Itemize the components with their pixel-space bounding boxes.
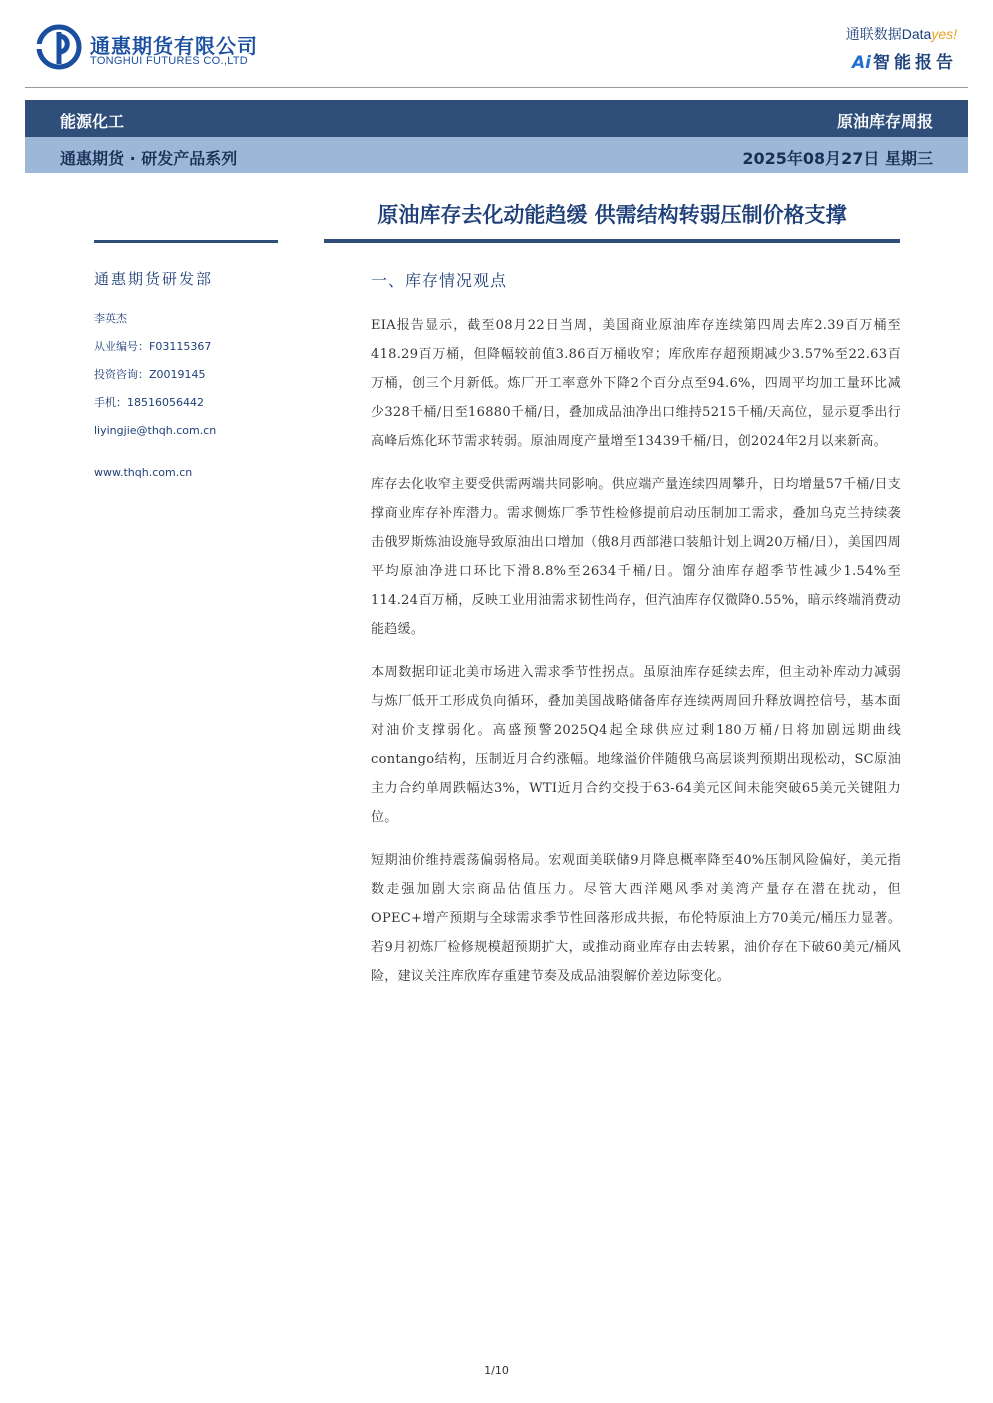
section-title: 一、库存情况观点 (371, 271, 508, 290)
brand-prefix: 通联数据 (845, 26, 902, 42)
department-name: 通惠期货研发部 (94, 270, 214, 288)
series-label: 通惠期货 · 研发产品系列 (60, 149, 238, 168)
brand-report: 智能报告 (873, 53, 957, 73)
email-address[interactable]: liyingjie@thqh.com.cn (94, 424, 217, 437)
phone-number: 手机：18516056442 (94, 396, 204, 409)
header-divider (25, 87, 968, 88)
report-body (371, 268, 901, 1005)
author-sidebar (94, 268, 284, 493)
company-logo (36, 24, 276, 74)
logo-mark-icon (36, 24, 82, 70)
consult-number: 投资咨询：Z0019145 (94, 368, 206, 381)
brand-top-line (757, 24, 957, 44)
series-bar (25, 137, 968, 173)
ai-mark: Ai (852, 53, 871, 73)
website-link[interactable]: www.thqh.com.cn (94, 466, 193, 479)
author-name: 李英杰 (94, 312, 127, 325)
brand-yes: yes! (931, 26, 957, 42)
page-number: 1/10 (484, 1364, 509, 1377)
paragraph: EIA报告显示，截至08月22日当周，美国商业原油库存连续第四周去库2.39百万桶至418.29百万桶，但降幅较前值3.86百万桶收窄；库欣库存超预期减少3.57%至22.63百万桶，创三个月新低。炼厂开工率意外下降2个百分点至94.6%，四周平均加工量环比减少328千桶/日至16880千桶/日，叠加成品油净出口维持5215千桶/天高位，显示夏季出行高峰后炼化环节需求转弱。原油周度产量增至13439千桶/日，创2024年2月以来新高。 (371, 318, 901, 449)
report-type-label: 原油库存周报 (836, 112, 933, 131)
license-number: 从业编号：F03115367 (94, 340, 212, 353)
company-name-cn: 通惠期货有限公司 (90, 34, 258, 58)
title-underline (324, 239, 900, 243)
report-date: 2025年08月27日 星期三 (742, 149, 933, 168)
paragraph: 本周数据印证北美市场进入需求季节性拐点。虽原油库存延续去库，但主动补库动力减弱与炼厂低开工形成负向循环，叠加美国战略储备库存连续两周回升释放调控信号，基本面对油价支撑弱化。高盛预警2025Q4起全球供应过剩180万桶/日将加剧远期曲线contango结构，压制近月合约涨幅。地缘溢价伴随俄乌高层谈判预期出现松动，SC原油主力合约单周跌幅达3%，WTI近月合约交投于63-64美元区间未能突破65美元关键阻力位。 (371, 665, 901, 825)
sidebar-rule (94, 240, 278, 243)
paragraph: 库存去化收窄主要受供需两端共同影响。供应端产量连续四周攀升，日均增量57千桶/日支撑商业库存补库潜力。需求侧炼厂季节性检修提前启动压制加工需求，叠加乌克兰持续袭击俄罗斯炼油设施导致原油出口增加（俄8月西部港口装船计划上调20万桶/日），美国四周平均原油净进口环比下滑8.8%至2634千桶/日。馏分油库存超季节性减少1.54%至114.24百万桶，反映工业用油需求韧性尚存，但汽油库存仅微降0.55%，暗示终端消费动能趋缓。 (371, 477, 901, 637)
company-name-en: TONGHUI FUTURES CO.,LTD (90, 55, 249, 67)
paragraph: 短期油价维持震荡偏弱格局。宏观面美联储9月降息概率降至40%压制风险偏好，美元指数走强加剧大宗商品估值压力。尽管大西洋飓风季对美湾产量存在潜在扰动，但OPEC+增产预期与全球需求季节性回落形成共振，布伦特原油上方70美元/桶压力显著。若9月初炼厂检修规模超预期扩大，或推动商业库存由去转累，油价存在下破60美元/桶风险，建议关注库欣库存重建节奏及成品油裂解价差边际变化。 (371, 853, 901, 984)
datayes-brand (757, 24, 957, 74)
category-bar (25, 100, 968, 137)
brand-data: Data (901, 26, 932, 42)
brand-bottom-line (757, 48, 957, 73)
category-label: 能源化工 (60, 112, 125, 131)
page-title: 原油库存去化动能趋缓 供需结构转弱压制价格支撑 (377, 203, 847, 227)
